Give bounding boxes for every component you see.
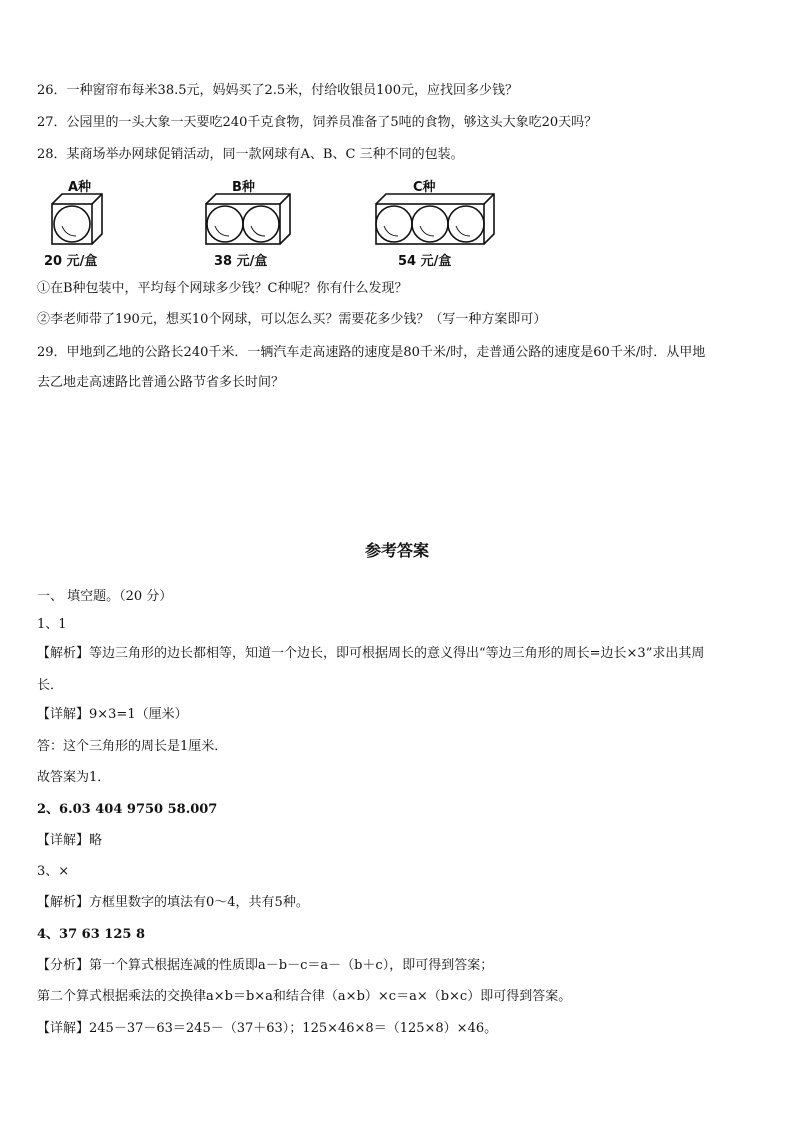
package-figure (0, 176, 794, 270)
package-boxes-svg (0, 176, 794, 270)
ball-icon (448, 206, 484, 242)
ball-icon (243, 206, 279, 242)
answer-1-final: 故答案为1． (37, 770, 111, 785)
package-c-title: C种 (413, 180, 436, 195)
package-a-price: 20 元/盒 (44, 254, 98, 269)
package-b-box (206, 194, 290, 244)
question-28-part-1: ①在B种包装中，平均每个网球多少钱？C种呢？你有什么发现？ (37, 281, 408, 296)
answer-2-detail: 【详解】略 (37, 833, 103, 848)
answer-1-analysis: 【解析】等边三角形的边长都相等，知道一个边长，即可根据周长的意义得出“等边三角形的周长=边长×3”求出其周 (37, 646, 705, 661)
question-26: 26．一种窗帘布每米38.5元，妈妈买了2.5米，付给收银员100元，应找回多少钱？ (37, 83, 518, 98)
answers-section-1: 一、 填空题。（20 分） (37, 589, 173, 604)
ball-icon (376, 206, 412, 242)
question-27: 27．公园里的一头大象一天要吃240千克食物，饲养员准备了5吨的食物，够这头大象吃20天吗？ (37, 115, 598, 130)
question-28-part-2: ②李老师带了190元，想买10个网球，可以怎么买？需要花多少钱？（写一种方案即可） (37, 312, 547, 327)
package-b-title: B种 (232, 180, 255, 195)
answer-1: 1、1 (37, 617, 67, 632)
answer-1-analysis-cont: 长． (37, 678, 64, 693)
answers-title: 参考答案 (364, 541, 429, 560)
question-29-line-1: 29．甲地到乙地的公路长240千米．一辆汽车走高速路的速度是80千米/时，走普通公路的速度是60千米/时．从甲地 (37, 345, 706, 360)
package-b-price: 38 元/盒 (214, 254, 268, 269)
package-c-box (376, 194, 494, 244)
answer-4-analysis-cont: 第二个算式根据乘法的交换律a×b＝b×a和结合律（a×b）×c＝a×（b×c）即可得到答案。 (37, 989, 572, 1004)
answer-3-analysis: 【解析】方框里数字的填法有0～4，共有5种。 (37, 895, 309, 910)
ball-icon (54, 206, 90, 242)
ball-icon (207, 206, 243, 242)
answer-4-analysis: 【分析】第一个算式根据连减的性质即a－b－c＝a－（b＋c），即可得到答案； (37, 958, 494, 973)
answer-4-detail: 【详解】245－37－63＝245－（37＋63）；125×46×8＝（125×8）×46。 (37, 1021, 498, 1036)
answer-1-detail: 【详解】9×3=1（厘米） (37, 707, 188, 722)
ball-icon (412, 206, 448, 242)
answer-3: 3、× (37, 864, 70, 879)
package-a-title: A种 (68, 180, 92, 195)
package-a-box (52, 194, 102, 244)
package-c-price: 54 元/盒 (398, 254, 452, 269)
question-29-line-2: 去乙地走高速路比普通公路节省多长时间？ (37, 375, 285, 390)
question-28: 28．某商场举办网球促销活动，同一款网球有A、B、C 三种不同的包装。 (37, 147, 464, 162)
answer-4: 4、37 63 125 8 (37, 927, 145, 942)
answer-2: 2、6.03 404 9750 58.007 (37, 802, 218, 817)
answer-1-response: 答：这个三角形的周长是1厘米． (37, 739, 228, 754)
